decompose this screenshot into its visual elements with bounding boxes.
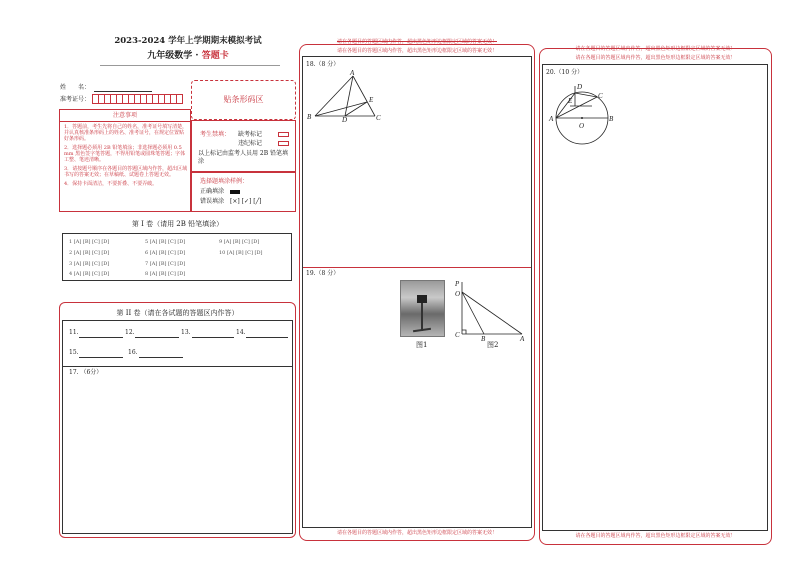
exam-title: 2023-2024 学年上学期期末模拟考试 (114, 36, 262, 46)
choice-row[interactable]: 6 [A] [B] [C] [D] (145, 250, 186, 256)
choice-row[interactable]: 10 [A] [B] [C] [D] (219, 250, 263, 256)
notice-box (59, 109, 191, 212)
answer-card-label: 答题卡 (201, 51, 229, 61)
choice-grid (62, 233, 292, 281)
q12-answer[interactable] (135, 337, 179, 338)
violation-label: 违纪标记 (238, 140, 263, 147)
examinee-label: 考生禁填： (200, 131, 231, 138)
label-C: C (598, 92, 603, 100)
subtitle-dot: · (195, 51, 199, 61)
label-B: B (307, 113, 312, 121)
id-label: 准考证号： (60, 96, 91, 103)
q18-label: 18.（8 分） (306, 61, 340, 68)
fig1-label: 图1 (416, 341, 428, 349)
wrong-fill-marks: [×] [✓] [╱] (230, 198, 262, 205)
q11-answer[interactable] (79, 337, 123, 338)
label-B: B (481, 335, 486, 342)
q12-label: 12. (125, 329, 135, 336)
label-E: E (568, 97, 573, 105)
label-C: C (376, 114, 381, 122)
q19-photo (400, 280, 445, 337)
label-P: P (455, 280, 460, 288)
label-B: B (609, 115, 614, 123)
notice-item: 3．请按题号顺序在各题目的答题区域内作答，超出区域书写的答案无效；在草稿纸、试题卷上答题无效。 (64, 166, 188, 178)
part2-inner (62, 320, 293, 534)
barcode-label: 贴条形码区 (223, 95, 264, 104)
choice-row[interactable]: 7 [A] [B] [C] [D] (145, 261, 186, 267)
q14-label: 14. (236, 329, 246, 336)
col2-warning-top2: 请在各题目的答题区域内作答，超出黑色矩形边框限定区域的答案无效！ (336, 48, 497, 54)
violation-mark[interactable] (278, 141, 289, 146)
examinee-desc: 以上标记由监考人员用 2B 铅笔填涂 (198, 150, 289, 165)
examinee-box (191, 120, 296, 172)
q16-answer[interactable] (139, 357, 183, 358)
part2-title: 第 II 卷（请在各试题的答题区内作答） (116, 309, 239, 317)
correct-fill-mark (230, 190, 240, 194)
col2-warning-top: 请在各题目的答题区域内作答，超出黑色矩形边框限定区域的答案无效！ (336, 39, 497, 45)
q16-label: 16. (128, 349, 138, 356)
wrong-fill-label: 错误填涂 (200, 198, 225, 205)
choice-row[interactable]: 8 [A] [B] [C] [D] (145, 271, 186, 277)
notice-title: 注意事项 (112, 112, 137, 119)
fig2-label: 图2 (487, 341, 499, 349)
q20-circle-figure (548, 76, 620, 148)
part1-title: 第 I 卷（请用 2B 铅笔填涂） (131, 220, 224, 228)
choice-row[interactable]: 9 [A] [B] [C] [D] (219, 239, 260, 245)
name-field[interactable] (94, 91, 152, 92)
choice-row[interactable]: 2 [A] [B] [C] [D] (69, 250, 110, 256)
q14-answer[interactable] (246, 337, 288, 338)
subject-label: 九年级数学 (147, 51, 193, 61)
label-A: A (520, 335, 525, 342)
q19-label: 19.（8 分） (306, 270, 340, 277)
notice-item: 1．答题前，考生先将自己的姓名，准考证号填写清楚，并认真核准条形码上的姓名、准考证号，在规定位置贴好条形码。 (64, 124, 188, 142)
label-C: C (455, 331, 460, 339)
correct-fill-label: 正确填涂 (200, 188, 225, 195)
col2-warning-bottom: 请在各题目的答题区域内作答，超出黑色矩形边框限定区域的答案无效！ (336, 530, 497, 536)
q17-label: 17. （6分） (69, 369, 103, 376)
q18-triangle-figure (305, 66, 385, 122)
fill-example-title: 选择题填涂样例： (200, 178, 249, 185)
col3-warning-bottom: 请在各题目的答题区域内作答，超出黑色矩形边框限定区域的答案无效！ (575, 533, 736, 539)
q19-fig2 (452, 278, 532, 342)
choice-row[interactable]: 3 [A] [B] [C] [D] (69, 261, 110, 267)
name-label: 姓 名： (60, 84, 91, 91)
label-A: A (549, 115, 554, 123)
fill-example-box (191, 172, 296, 212)
col3-warning-top: 请在各题目的答题区域内作答，超出黑色矩形边框限定区域的答案无效！ (575, 46, 736, 52)
label-D: D (577, 83, 583, 91)
q15-label: 15. (69, 349, 79, 356)
label-E: E (369, 96, 374, 104)
choice-row[interactable]: 1 [A] [B] [C] [D] (69, 239, 110, 245)
barcode-area (191, 80, 296, 120)
q17-answer-area[interactable] (63, 377, 292, 534)
id-cells[interactable] (92, 94, 182, 104)
notice-item: 4．保持卡面清洁，不要折叠、不要弄破。 (64, 181, 158, 187)
label-O: O (455, 290, 461, 298)
absent-label: 缺考标记 (238, 131, 263, 138)
q20-label: 20.（10 分） (546, 69, 584, 76)
notice-item: 2．选择题必须用 2B 铅笔填涂；非选择题必须用 0.5 mm 黑色签字笔答题，不得用铅笔或圆珠笔答题；字体工整、笔迹清晰。 (64, 145, 186, 163)
col3-warning-top2: 请在各题目的答题区域内作答，超出黑色矩形边框限定区域的答案无效！ (575, 55, 736, 61)
q13-answer[interactable] (192, 337, 234, 338)
q11-label: 11. (69, 329, 79, 336)
absent-mark[interactable] (278, 132, 289, 137)
card-subtitle (88, 51, 288, 62)
label-D: D (342, 116, 348, 122)
choice-row[interactable]: 5 [A] [B] [C] [D] (145, 239, 186, 245)
choice-row[interactable]: 4 [A] [B] [C] [D] (69, 271, 110, 277)
camera-icon (417, 295, 427, 303)
label-O: O (579, 122, 585, 130)
label-A: A (350, 69, 355, 77)
q13-label: 13. (181, 329, 191, 336)
q15-answer[interactable] (79, 357, 123, 358)
notice-list (64, 124, 188, 187)
